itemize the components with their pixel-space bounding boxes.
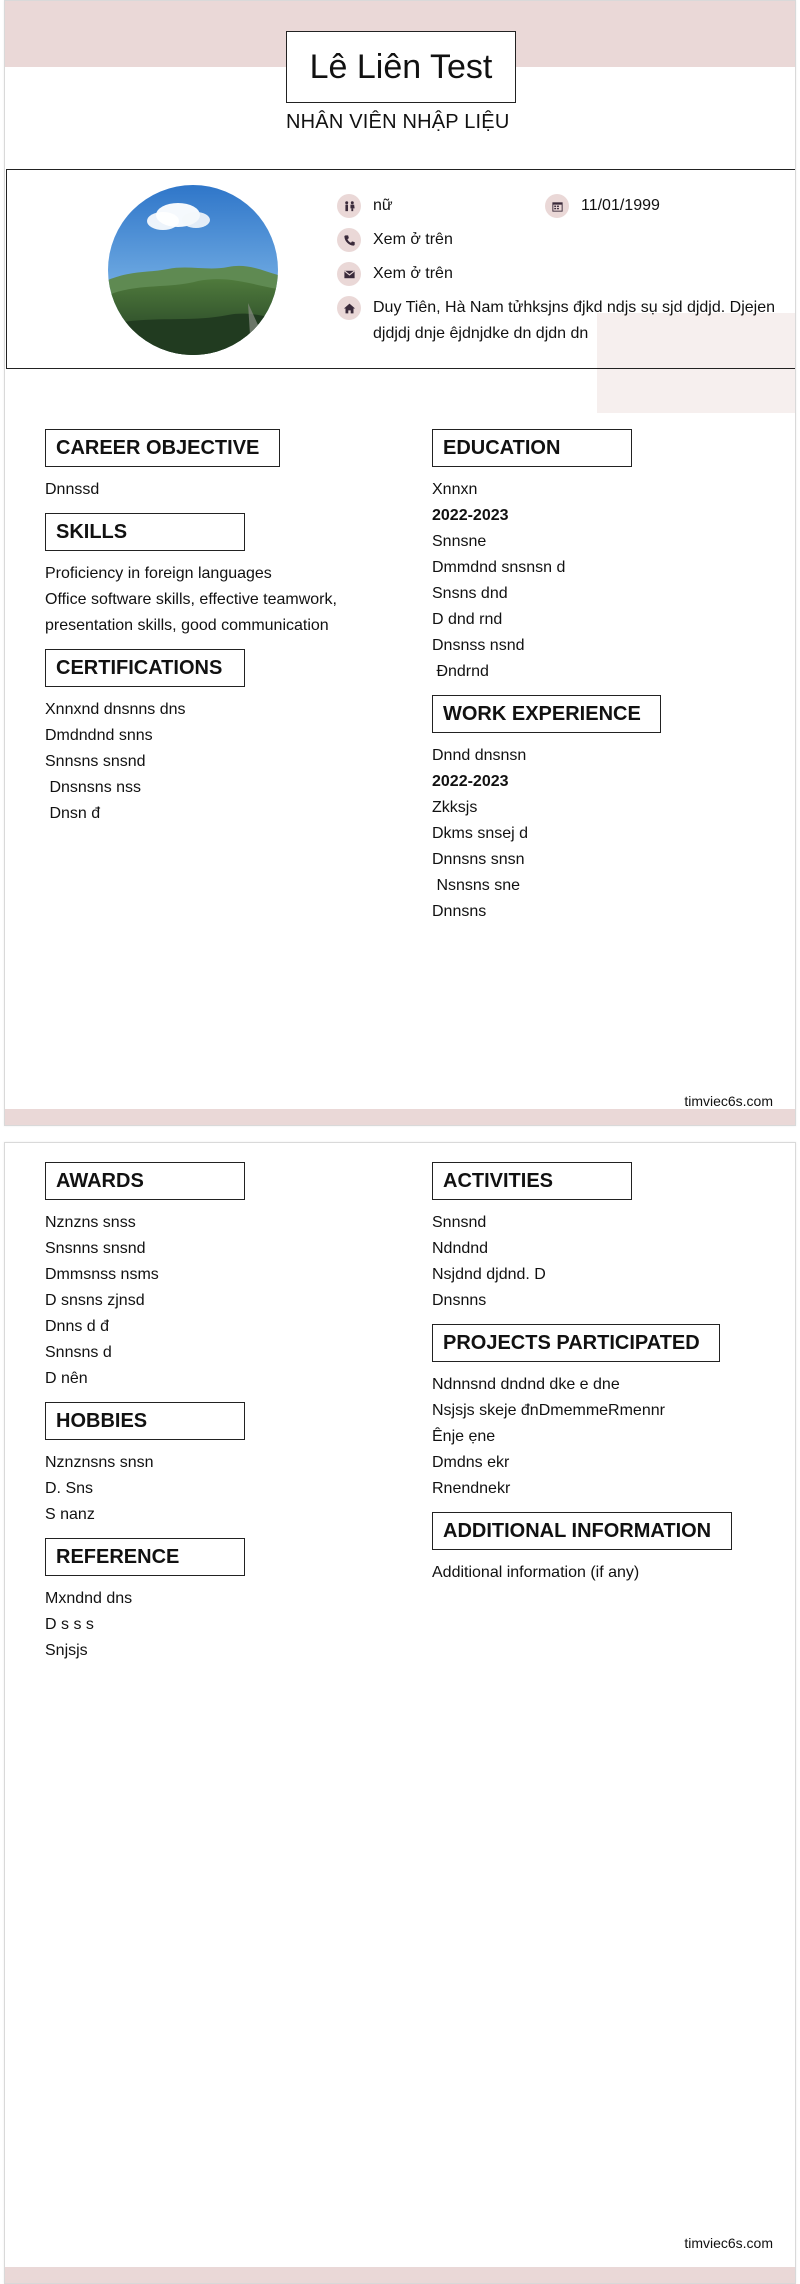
text-line: Zkksjs	[432, 799, 478, 816]
certifications-section	[45, 649, 245, 827]
work-experience-section	[432, 695, 661, 925]
text-line: D. Sns	[45, 1480, 94, 1497]
projects-body	[432, 1372, 720, 1502]
text-line: D dnd rnd	[432, 611, 503, 628]
skills-body	[45, 561, 385, 639]
gender-value: nữ	[373, 197, 393, 214]
hobbies-section	[45, 1402, 245, 1528]
text-line: Snnsne	[432, 533, 487, 550]
text-line: Dmmsnss nsms	[45, 1266, 159, 1283]
candidate-name: Lê Liên Test	[286, 31, 516, 103]
text-line: Snjsjs	[45, 1642, 88, 1659]
text-line: Dnsnsns nss	[45, 779, 142, 796]
phone-value: Xem ở trên	[373, 231, 453, 248]
text-line: Ndnnsnd dndnd dke e dne	[432, 1376, 620, 1393]
text-line: Nsjsjs skeje đnDmemmeRmennr	[432, 1402, 665, 1419]
additional-info-section	[432, 1512, 732, 1586]
text-line: Dnnsns snsn	[432, 851, 525, 868]
address-value: Duy Tiên, Hà Nam tửhksjns đjkd ndjs sụ sjd djdjd. Djejen djdjdj dnje êjdnjdke dn djdn dn	[373, 299, 775, 342]
text-line: Ndndnd	[432, 1240, 489, 1257]
text-line: Snnsnd	[432, 1214, 487, 1231]
awards-body	[45, 1210, 245, 1392]
company-name: Dnnd dnsnsn	[432, 747, 527, 764]
email-row	[337, 261, 453, 287]
projects-section	[432, 1324, 720, 1502]
education-body	[432, 477, 632, 685]
text-line: Dnnssd	[45, 481, 100, 498]
additional-info-body	[432, 1560, 732, 1586]
envelope-icon	[337, 262, 361, 286]
job-position: NHÂN VIÊN NHẬP LIỆU	[286, 111, 510, 133]
birthdate-value: 11/01/1999	[581, 197, 660, 214]
work-experience-title: WORK EXPERIENCE	[432, 695, 661, 733]
awards-section	[45, 1162, 245, 1392]
cv-page-1	[4, 0, 796, 1126]
text-line: Dnnsns	[432, 903, 487, 920]
education-title: EDUCATION	[432, 429, 632, 467]
text-line: Nsjdnd djdnd. D	[432, 1266, 546, 1283]
calendar-icon	[545, 194, 569, 218]
footer-brand: timviec6s.com	[684, 2235, 773, 2251]
text-line: Dmmdnd snsnsn d	[432, 559, 566, 576]
text-line: Snsnns snsnd	[45, 1240, 146, 1257]
text-line: Mxndnd dns	[45, 1590, 133, 1607]
projects-title: PROJECTS PARTICIPATED	[432, 1324, 720, 1362]
school-name: Xnnxn	[432, 481, 478, 498]
text-line: Dnns d đ	[45, 1318, 110, 1335]
activities-body	[432, 1210, 632, 1314]
text-line: Dnsnns	[432, 1292, 487, 1309]
footer-brand: timviec6s.com	[684, 1093, 773, 1109]
activities-title: ACTIVITIES	[432, 1162, 632, 1200]
certifications-title: CERTIFICATIONS	[45, 649, 245, 687]
text-line: Nznznsns snsn	[45, 1454, 154, 1471]
personal-info-box	[6, 169, 796, 369]
hobbies-title: HOBBIES	[45, 1402, 245, 1440]
text-line: Ênje ẹne	[432, 1428, 496, 1445]
text-line: Rnendnekr	[432, 1480, 511, 1497]
text-line: Dmdns ekr	[432, 1454, 510, 1471]
skills-section	[45, 513, 385, 639]
text-line: Dnsnss nsnd	[432, 637, 525, 654]
text-line: Snnsns snsnd	[45, 753, 146, 770]
career-objective-title: CAREER OBJECTIVE	[45, 429, 280, 467]
avatar	[108, 185, 278, 355]
work-experience-body	[432, 743, 661, 925]
gender-icon	[337, 194, 361, 218]
phone-icon	[337, 228, 361, 252]
text-line: Additional information (if any)	[432, 1564, 640, 1581]
activities-section	[432, 1162, 632, 1314]
phone-row	[337, 227, 453, 253]
reference-section	[45, 1538, 245, 1664]
reference-body	[45, 1586, 245, 1664]
hobbies-body	[45, 1450, 245, 1528]
additional-info-title: ADDITIONAL INFORMATION	[432, 1512, 732, 1550]
text-line: Dmdndnd snns	[45, 727, 153, 744]
gender-row	[337, 193, 393, 219]
text-line: Snnsns d	[45, 1344, 112, 1361]
education-period: 2022-2023	[432, 507, 509, 524]
text-line: Đndrnd	[432, 663, 489, 680]
text-line: D nên	[45, 1370, 88, 1387]
address-row	[337, 295, 793, 347]
skills-title: SKILLS	[45, 513, 245, 551]
text-line: Office software skills, effective teamwork, presentation skills, good communication	[45, 591, 337, 634]
career-objective-section	[45, 429, 280, 503]
footer-band	[5, 1109, 795, 1125]
text-line: Xnnxnd dnsnns dns	[45, 701, 186, 718]
avatar-photo	[108, 185, 278, 355]
text-line: Nznzns snss	[45, 1214, 136, 1231]
email-value: Xem ở trên	[373, 265, 453, 282]
home-icon	[337, 296, 361, 320]
education-section	[432, 429, 632, 685]
career-objective-body	[45, 477, 280, 503]
footer-band	[5, 2267, 795, 2283]
cv-page-2	[4, 1142, 796, 2284]
text-line: Proficiency in foreign languages	[45, 565, 272, 582]
text-line: Dnsn đ	[45, 805, 101, 822]
reference-title: REFERENCE	[45, 1538, 245, 1576]
text-line: Nsnsns sne	[432, 877, 521, 894]
text-line: Dkms snsej d	[432, 825, 529, 842]
text-line: Snsns dnd	[432, 585, 508, 602]
text-line: D s s s	[45, 1616, 94, 1633]
birthdate-row	[545, 193, 660, 219]
work-period: 2022-2023	[432, 773, 509, 790]
text-line: D snsns zjnsd	[45, 1292, 145, 1309]
text-line: S nanz	[45, 1506, 95, 1523]
certifications-body	[45, 697, 245, 827]
awards-title: AWARDS	[45, 1162, 245, 1200]
